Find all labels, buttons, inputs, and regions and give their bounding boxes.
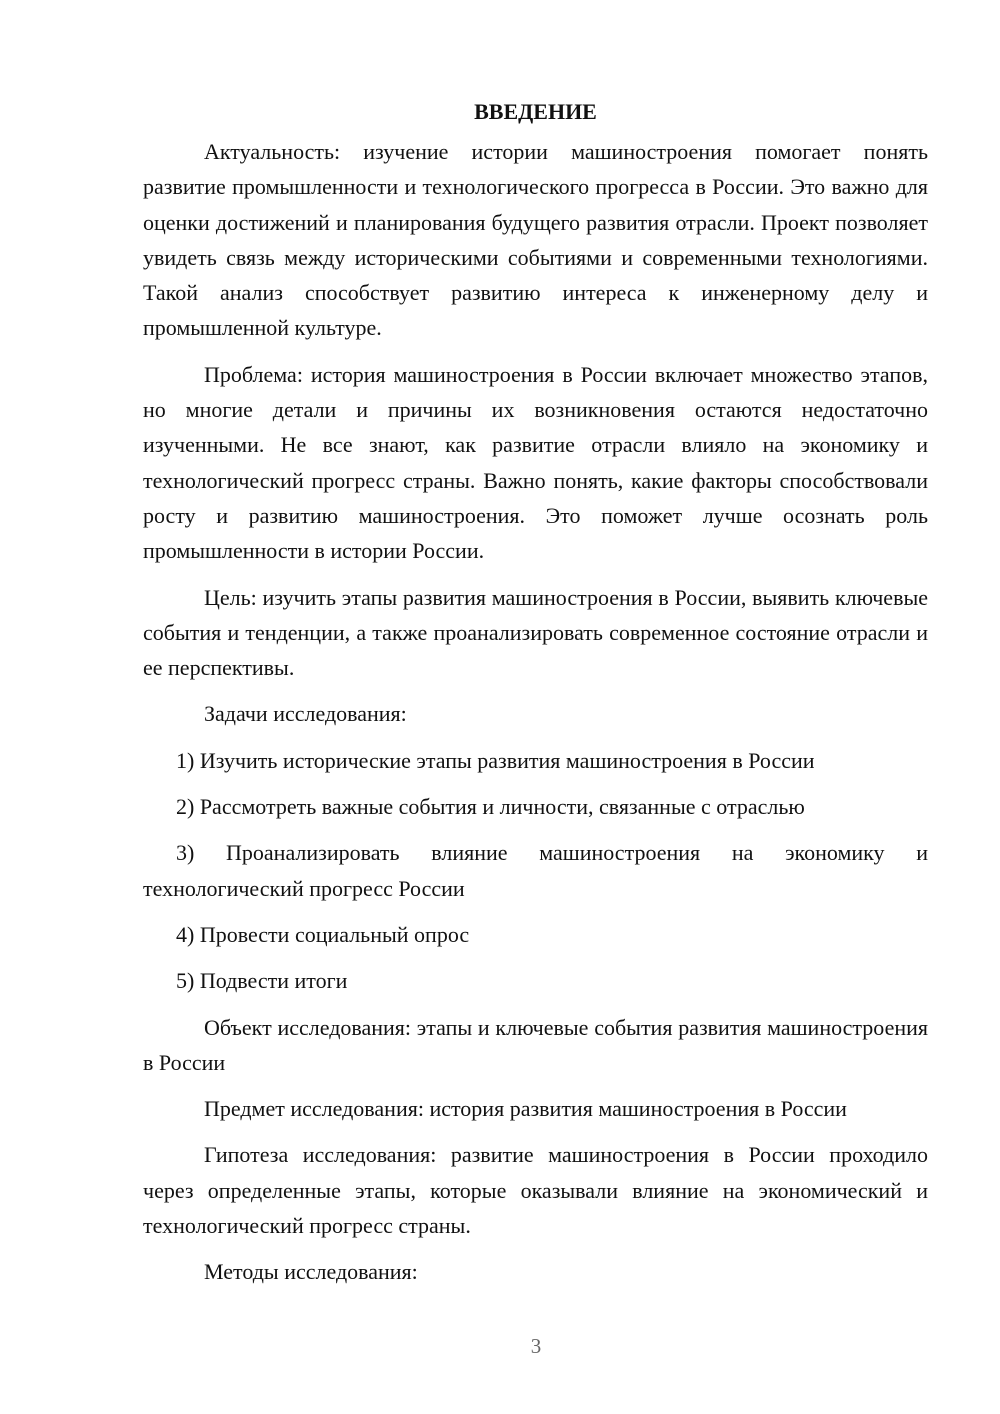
paragraph-tasks-heading: Задачи исследования: <box>204 701 407 727</box>
page-title: ВВЕДЕНИЕ <box>474 99 597 124</box>
page-number: 3 <box>530 1334 542 1358</box>
task-item: 5) Подвести итоги <box>176 968 348 994</box>
paragraph-problem: Проблема: история машиностроения в России включает множество этапов, но многие детали и причины их возникновения остаются недостаточно изученными. Не все знают, как развитие отрасли влияло на экономику и технологический прогресс страны. Важно понять, какие факторы способствовали росту и развитию машиностроения. Это поможет лучше осознать роль промышленности в истории России. <box>143 361 928 564</box>
paragraph-goal: Цель: изучить этапы развития машиностроения в России, выявить ключевые события и тенденции, а также проанализировать современное состояние отрасли и ее перспективы. <box>143 584 928 681</box>
task-item: 1) Изучить исторические этапы развития машиностроения в России <box>176 747 815 773</box>
paragraph-hypothesis: Гипотеза исследования: развитие машиностроения в России проходило через определенные этапы, которые оказывали влияние на экономический и технологический прогресс страны. <box>143 1142 928 1239</box>
document-body <box>143 98 928 1301</box>
task-item: 4) Провести социальный опрос <box>176 921 470 947</box>
paragraph-relevance: Актуальность: изучение истории машиностроения помогает понять развитие промышленности и технологического прогресса в России. Это важно для оценки достижений и планирования будущего развития отрасли. Проект позволяет увидеть связь между историческими событиями и современными технологиями. Такой анализ способствует развитию интереса к инженерному делу и промышленной культуре. <box>143 139 928 341</box>
paragraph-subject: Предмет исследования: история развития машиностроения в России <box>204 1096 847 1122</box>
task-item: 3) Проанализировать влияние машиностроения на экономику и технологический прогресс России <box>143 840 928 901</box>
task-item: 2) Рассмотреть важные события и личности, связанные с отраслью <box>176 794 805 820</box>
paragraph-methods: Методы исследования: <box>204 1259 418 1285</box>
paragraph-object: Объект исследования: этапы и ключевые события развития машиностроения в России <box>143 1014 928 1075</box>
